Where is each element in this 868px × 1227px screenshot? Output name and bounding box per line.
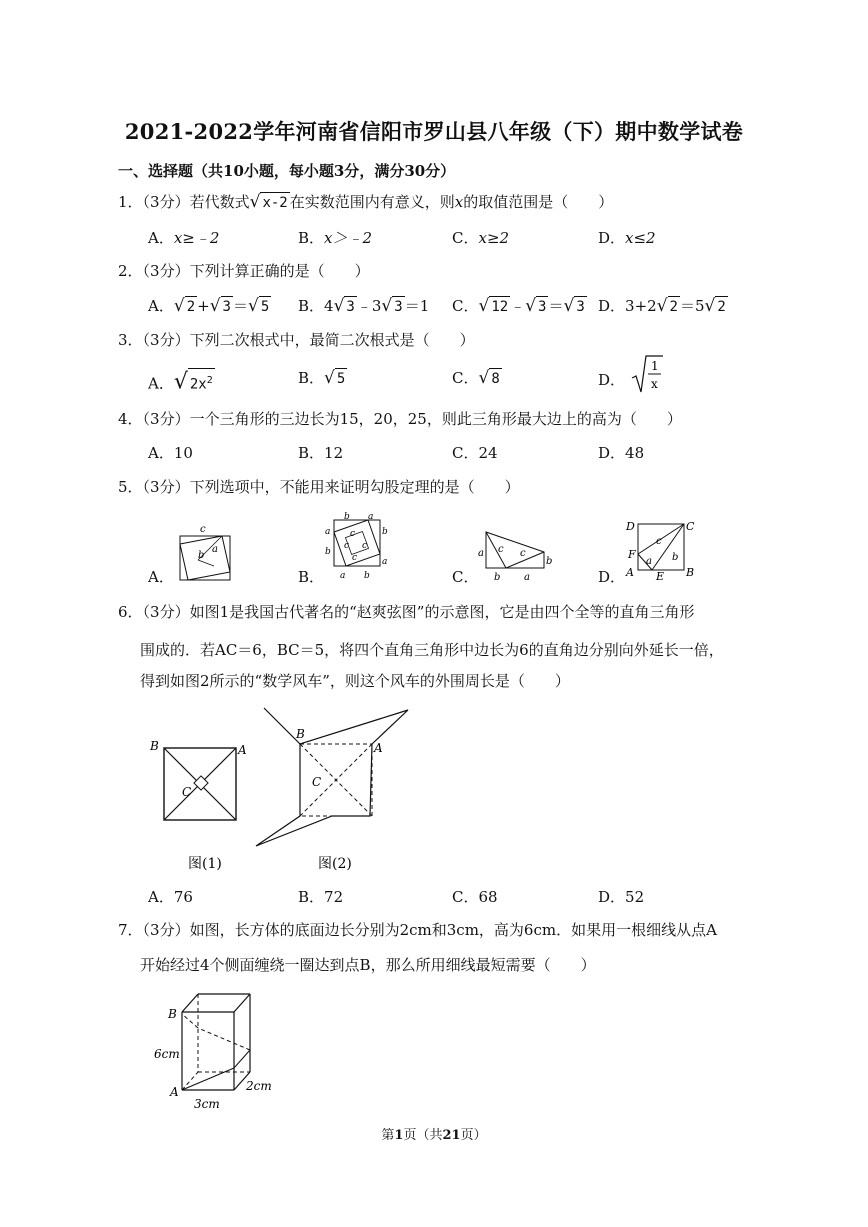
- svg-text:a: a: [325, 527, 331, 537]
- svg-text:E: E: [656, 570, 665, 583]
- svg-text:b: b: [198, 550, 205, 561]
- question-6-line-2: 围成的．若AC＝6，BC＝5，将四个直角三角形中边长为6的直角边分别向外延长一倍，: [140, 641, 724, 659]
- q2-option-b[interactable]: B．4√ 3 ﹣3√ 3 ＝1: [298, 296, 430, 316]
- q4-option-c[interactable]: C．24: [452, 444, 498, 462]
- q4-option-a[interactable]: A．10: [148, 444, 193, 462]
- svg-text:A: A: [374, 741, 383, 755]
- svg-text:c: c: [498, 544, 504, 555]
- q3-option-d[interactable]: D． 1 x: [598, 368, 664, 394]
- svg-text:c: c: [350, 529, 356, 539]
- svg-text:x: x: [650, 377, 658, 391]
- svg-text:b: b: [344, 512, 350, 522]
- svg-text:b: b: [364, 571, 370, 581]
- q5-figure-a: [170, 522, 240, 584]
- question-7-line-2: 开始经过4个侧面缠绕一圈达到点B，那么所用细线最短需要（ ）: [140, 956, 596, 974]
- svg-text:c: c: [362, 541, 368, 551]
- svg-text:a: a: [368, 512, 374, 522]
- question-1-stem: 1．（3分）若代数式√ x-2 在实数范围内有意义，则x的取值范围是（ ）: [118, 192, 614, 212]
- q1-option-d[interactable]: D．x≤2: [598, 229, 656, 247]
- svg-text:图(1): 图(1): [188, 856, 222, 872]
- svg-text:b: b: [382, 527, 388, 537]
- q1-option-a[interactable]: A．x≥﹣2: [148, 229, 220, 247]
- svg-text:c: c: [352, 553, 358, 563]
- svg-text:c: c: [656, 536, 662, 547]
- question-6-line-3: 得到如图2所示的“数学风车”，则这个风车的外围周长是（ ）: [140, 672, 570, 690]
- svg-text:b: b: [325, 547, 331, 557]
- q6-figure-2-math-windmill: [252, 704, 422, 880]
- q5-figure-d: [622, 516, 702, 584]
- svg-text:a: a: [340, 571, 346, 581]
- q6-figure-1-zhao-shuang: [148, 734, 260, 880]
- q4-option-b[interactable]: B．12: [298, 444, 344, 462]
- q5-option-c[interactable]: C．: [452, 568, 479, 586]
- svg-text:a: a: [382, 557, 388, 567]
- q7-figure-cuboid: [150, 988, 282, 1114]
- svg-text:a: a: [212, 544, 218, 555]
- q2-option-c[interactable]: C．√ 12 ﹣√ 3 ＝√ 3: [452, 296, 585, 316]
- q3-option-c[interactable]: C．√ 8: [452, 368, 500, 388]
- q4-option-d[interactable]: D．48: [598, 444, 645, 462]
- svg-text:B: B: [296, 727, 305, 741]
- question-6-line-1: 6．（3分）如图1是我国古代著名的“赵爽弦图”的示意图，它是由四个全等的直角三角形: [118, 603, 695, 621]
- svg-text:c: c: [520, 548, 526, 559]
- q1-option-b[interactable]: B．x＞﹣2: [298, 229, 373, 247]
- q6-option-b[interactable]: B．72: [298, 888, 344, 906]
- q6-option-c[interactable]: C．68: [452, 888, 498, 906]
- section-heading: 一、选择题（共10小题，每小题3分，满分30分）: [118, 162, 456, 180]
- svg-text:C: C: [686, 520, 695, 533]
- question-5-stem: 5．（3分）下列选项中，不能用来证明勾股定理的是（ ）: [118, 478, 520, 496]
- svg-text:B: B: [686, 566, 695, 579]
- question-3-stem: 3．（3分）下列二次根式中，最简二次根式是（ ）: [118, 331, 475, 349]
- svg-text:a: a: [646, 556, 652, 567]
- q2-option-a[interactable]: A．√ 2 +√ 3 ＝√ 5: [148, 296, 270, 316]
- svg-text:b: b: [672, 552, 679, 563]
- svg-text:3cm: 3cm: [194, 1097, 220, 1111]
- svg-text:A: A: [238, 743, 247, 757]
- q3-option-b[interactable]: B．√ 5: [298, 368, 346, 388]
- svg-text:1: 1: [650, 359, 659, 373]
- q5-option-b[interactable]: B．: [298, 568, 325, 586]
- svg-text:C: C: [312, 775, 322, 789]
- svg-text:D: D: [626, 520, 635, 533]
- q3-d-fraction-radical: [630, 354, 664, 394]
- page-title: 2021-2022学年河南省信阳市罗山县八年级（下）期中数学试卷: [124, 119, 744, 144]
- svg-text:2cm: 2cm: [246, 1079, 272, 1093]
- q5-option-d[interactable]: D．: [598, 568, 626, 586]
- page-footer: 第1页（共21页）: [381, 1128, 487, 1143]
- question-4-stem: 4．（3分）一个三角形的三边长为15，20，25，则此三角形最大边上的高为（ ）: [118, 410, 682, 428]
- svg-text:a: a: [478, 548, 484, 559]
- q5-option-a[interactable]: A．: [148, 568, 174, 586]
- svg-text:B: B: [168, 1007, 177, 1021]
- q5-figure-b: [322, 512, 392, 584]
- svg-text:C: C: [182, 785, 192, 799]
- svg-text:F: F: [628, 548, 636, 561]
- svg-text:B: B: [150, 739, 159, 753]
- svg-text:A: A: [170, 1085, 179, 1099]
- svg-text:b: b: [546, 556, 553, 567]
- svg-text:b: b: [494, 572, 501, 583]
- q5-figure-c: [476, 522, 556, 584]
- q1-option-c[interactable]: C．x≥2: [452, 229, 510, 247]
- question-2-stem: 2．（3分）下列计算正确的是（ ）: [118, 262, 370, 280]
- svg-text:c: c: [200, 524, 206, 535]
- svg-text:c: c: [344, 541, 350, 551]
- svg-text:图(2): 图(2): [318, 856, 352, 872]
- q2-option-d[interactable]: D．3+2√ 2 ＝5√ 2: [598, 296, 726, 316]
- q6-option-d[interactable]: D．52: [598, 888, 645, 906]
- question-7-line-1: 7．（3分）如图，长方体的底面边长分别为2cm和3cm，高为6cm．如果用一根细线从点A: [118, 921, 717, 939]
- q3-option-a[interactable]: A．√ $2x^2$: [148, 369, 213, 395]
- svg-text:6cm: 6cm: [154, 1047, 180, 1061]
- svg-text:a: a: [524, 572, 530, 583]
- q6-option-a[interactable]: A．76: [148, 888, 193, 906]
- svg-text:A: A: [626, 566, 634, 579]
